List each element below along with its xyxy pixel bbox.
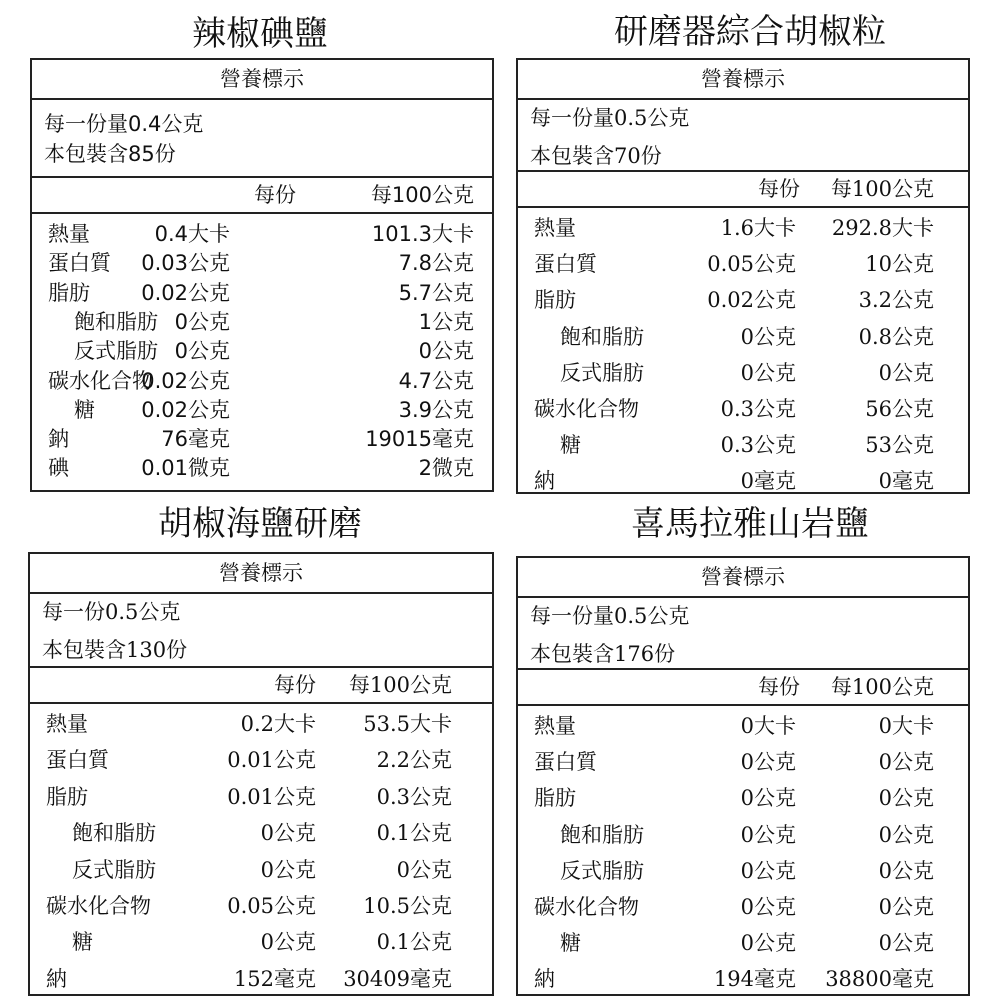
panel-pepper-sea-salt-grinder — [0, 500, 500, 1000]
per-serving-value: 152毫克 — [233, 966, 316, 991]
per-100g-value: 0.1公克 — [376, 821, 452, 846]
nutrient-name: 碘 — [48, 456, 69, 481]
nutrient-name: 鈉 — [48, 427, 69, 452]
column-header-row — [30, 666, 492, 704]
per-100g-value: 0.1公克 — [376, 930, 452, 955]
nutrient-name: 碳水化合物 — [534, 895, 639, 919]
nutrient-row — [518, 889, 968, 925]
nutrient-name: 碳水化合物 — [48, 368, 153, 393]
nutrient-row — [518, 246, 968, 282]
per-100g-value: 0公克 — [878, 360, 934, 385]
nutrient-row — [518, 744, 968, 780]
per-serving-value: 0公克 — [740, 822, 796, 847]
per-serving-value: 0.05公克 — [227, 894, 316, 918]
nutrient-row — [30, 706, 492, 742]
per-100g-value: 2微克 — [418, 456, 474, 481]
nutrient-row — [30, 742, 492, 778]
per-serving-value: 0.02公克 — [707, 288, 796, 313]
table-header: 營養標示 — [518, 558, 968, 598]
nutrient-row — [32, 308, 492, 337]
nutrient-row — [518, 319, 968, 355]
nutrient-row — [518, 817, 968, 853]
servings-per-pack: 本包裝含130份 — [42, 638, 188, 662]
per-100g-value: 0公克 — [418, 339, 474, 364]
nutrient-row — [518, 427, 968, 463]
per-serving-value: 0毫克 — [740, 469, 796, 494]
per-100g-value: 0大卡 — [878, 714, 934, 738]
nutrient-row — [518, 210, 968, 246]
serving-size: 每一份量0.4公克 — [44, 112, 204, 136]
nutrient-name: 飽和脂肪 — [560, 822, 644, 847]
table-header: 營養標示 — [32, 60, 492, 100]
col-per-100g: 每100公克 — [830, 177, 934, 201]
per-100g-value: 53.5大卡 — [363, 712, 452, 736]
nutrient-row — [32, 367, 492, 396]
nutrient-row — [518, 463, 968, 499]
nutrient-name: 納 — [534, 967, 555, 992]
per-serving-value: 0.02公克 — [141, 368, 230, 393]
nutrient-row — [30, 815, 492, 851]
per-serving-value: 0.2大卡 — [240, 712, 316, 736]
per-100g-value: 7.8公克 — [398, 251, 474, 276]
per-serving-value: 0.02公克 — [141, 280, 230, 305]
per-100g-value: 0公克 — [878, 931, 934, 956]
table-header: 營養標示 — [518, 60, 968, 100]
per-serving-value: 0公克 — [260, 930, 316, 955]
nutrient-name: 碳水化合物 — [534, 397, 639, 421]
nutrient-name: 蛋白質 — [48, 251, 111, 276]
per-100g-value: 0公克 — [878, 750, 934, 775]
nutrient-name: 蛋白質 — [534, 252, 597, 277]
product-title: 研磨器綜合胡椒粒 — [614, 12, 886, 52]
nutrient-name: 糖 — [560, 433, 581, 458]
nutrient-name: 蛋白質 — [534, 750, 597, 775]
nutrient-row — [518, 355, 968, 391]
nutrient-name: 脂肪 — [48, 280, 90, 305]
nutrient-row — [32, 279, 492, 308]
nutrition-table — [28, 552, 494, 996]
nutrient-name: 反式脂肪 — [72, 857, 156, 882]
nutrient-name: 飽和脂肪 — [74, 309, 158, 334]
nutrient-name: 反式脂肪 — [560, 858, 644, 883]
nutrient-row — [32, 337, 492, 366]
nutrient-row — [518, 708, 968, 744]
servings-per-pack: 本包裝含70份 — [530, 144, 662, 168]
nutrient-name: 納 — [534, 469, 555, 494]
per-serving-value: 0公克 — [740, 750, 796, 775]
nutrient-row — [518, 780, 968, 816]
col-per-serving: 每份 — [274, 673, 316, 697]
per-serving-value: 0.3公克 — [720, 433, 796, 458]
nutrition-table — [516, 556, 970, 996]
per-serving-value: 76毫克 — [161, 427, 230, 452]
servings-per-pack: 本包裝含85份 — [44, 142, 176, 166]
serving-size: 每一份0.5公克 — [42, 600, 181, 624]
per-serving-value: 0公克 — [740, 895, 796, 919]
panel-mixed-peppercorn-grinder — [500, 0, 1000, 500]
servings-per-pack: 本包裝含176份 — [530, 642, 676, 666]
per-100g-value: 292.8大卡 — [831, 216, 934, 240]
per-serving-value: 0公克 — [740, 360, 796, 385]
col-per-serving: 每份 — [758, 177, 800, 201]
per-serving-value: 0.01公克 — [227, 748, 316, 773]
product-title: 辣椒碘鹽 — [192, 14, 328, 54]
nutrient-row — [518, 961, 968, 997]
per-100g-value: 10.5公克 — [363, 894, 452, 918]
nutrient-name: 熱量 — [46, 712, 88, 736]
column-header-row — [518, 668, 968, 706]
product-title: 喜馬拉雅山岩鹽 — [631, 504, 869, 544]
nutrient-name: 蛋白質 — [46, 748, 109, 773]
nutrient-name: 熱量 — [534, 216, 576, 240]
per-100g-value: 53公克 — [865, 433, 934, 458]
product-title: 胡椒海鹽研磨 — [158, 504, 362, 544]
nutrient-name: 熱量 — [534, 714, 576, 738]
per-100g-value: 38800毫克 — [825, 967, 934, 992]
per-100g-value: 2.2公克 — [376, 748, 452, 773]
per-serving-value: 0公克 — [740, 858, 796, 883]
per-100g-value: 4.7公克 — [398, 368, 474, 393]
per-100g-value: 0公克 — [878, 895, 934, 919]
nutrient-row — [30, 888, 492, 924]
per-100g-value: 0.3公克 — [376, 784, 452, 809]
nutrient-name: 納 — [46, 966, 67, 991]
per-serving-value: 0.01公克 — [227, 784, 316, 809]
nutrient-row — [30, 779, 492, 815]
column-header-row — [32, 176, 492, 214]
per-100g-value: 3.2公克 — [858, 288, 934, 313]
nutrition-table — [516, 58, 970, 494]
per-serving-value: 1.6大卡 — [720, 216, 796, 240]
per-serving-value: 0.01微克 — [141, 456, 230, 481]
per-serving-value: 0大卡 — [740, 714, 796, 738]
per-100g-value: 0公克 — [878, 858, 934, 883]
nutrient-row — [30, 924, 492, 960]
per-serving-value: 0.3公克 — [720, 397, 796, 421]
per-100g-value: 10公克 — [865, 252, 934, 277]
nutrient-name: 脂肪 — [534, 786, 576, 811]
nutrient-row — [518, 282, 968, 318]
per-serving-value: 0.03公克 — [141, 251, 230, 276]
per-serving-value: 0公克 — [174, 309, 230, 334]
col-per-100g: 每100公克 — [830, 675, 934, 699]
nutrient-name: 反式脂肪 — [74, 339, 158, 364]
col-per-serving: 每份 — [758, 675, 800, 699]
col-per-serving: 每份 — [254, 183, 296, 207]
panel-himalayan-rock-salt — [500, 500, 1000, 1000]
nutrient-row — [32, 454, 492, 483]
per-100g-value: 3.9公克 — [398, 397, 474, 422]
nutrient-name: 脂肪 — [534, 288, 576, 313]
nutrient-name: 糖 — [72, 930, 93, 955]
per-100g-value: 56公克 — [865, 397, 934, 421]
per-serving-value: 0公克 — [174, 339, 230, 364]
serving-size: 每一份量0.5公克 — [530, 604, 690, 628]
nutrient-row — [32, 220, 492, 249]
nutrient-name: 熱量 — [48, 222, 90, 246]
nutrient-name: 飽和脂肪 — [72, 821, 156, 846]
per-100g-value: 0公克 — [396, 857, 452, 882]
nutrient-row — [30, 961, 492, 997]
per-100g-value: 0公克 — [878, 822, 934, 847]
table-header: 營養標示 — [30, 554, 492, 594]
per-serving-value: 0.02公克 — [141, 397, 230, 422]
serving-size: 每一份量0.5公克 — [530, 106, 690, 130]
nutrient-row — [32, 396, 492, 425]
per-100g-value: 0公克 — [878, 786, 934, 811]
per-serving-value: 0公克 — [740, 324, 796, 349]
per-100g-value: 0毫克 — [878, 469, 934, 494]
nutrient-name: 碳水化合物 — [46, 894, 151, 918]
nutrient-row — [518, 391, 968, 427]
per-100g-value: 30409毫克 — [343, 966, 452, 991]
per-serving-value: 0.4大卡 — [154, 222, 230, 246]
nutrient-row — [30, 852, 492, 888]
nutrition-table — [30, 58, 494, 492]
per-serving-value: 0.05公克 — [707, 252, 796, 277]
per-100g-value: 0.8公克 — [858, 324, 934, 349]
nutrient-row — [32, 249, 492, 278]
col-per-100g: 每100公克 — [370, 183, 474, 207]
nutrient-row — [518, 853, 968, 889]
nutrient-name: 糖 — [560, 931, 581, 956]
column-header-row — [518, 170, 968, 208]
nutrient-row — [518, 925, 968, 961]
per-serving-value: 0公克 — [260, 857, 316, 882]
per-100g-value: 1公克 — [418, 309, 474, 334]
per-serving-value: 0公克 — [740, 931, 796, 956]
nutrient-name: 脂肪 — [46, 784, 88, 809]
nutrient-name: 反式脂肪 — [560, 360, 644, 385]
per-100g-value: 19015毫克 — [365, 427, 474, 452]
nutrient-name: 飽和脂肪 — [560, 324, 644, 349]
col-per-100g: 每100公克 — [348, 673, 452, 697]
panel-chili-iodized-salt — [0, 0, 500, 500]
per-100g-value: 101.3大卡 — [371, 222, 474, 246]
nutrient-name: 糖 — [74, 397, 95, 422]
nutrient-row — [32, 425, 492, 454]
per-100g-value: 5.7公克 — [398, 280, 474, 305]
per-serving-value: 0公克 — [260, 821, 316, 846]
per-serving-value: 194毫克 — [713, 967, 796, 992]
per-serving-value: 0公克 — [740, 786, 796, 811]
